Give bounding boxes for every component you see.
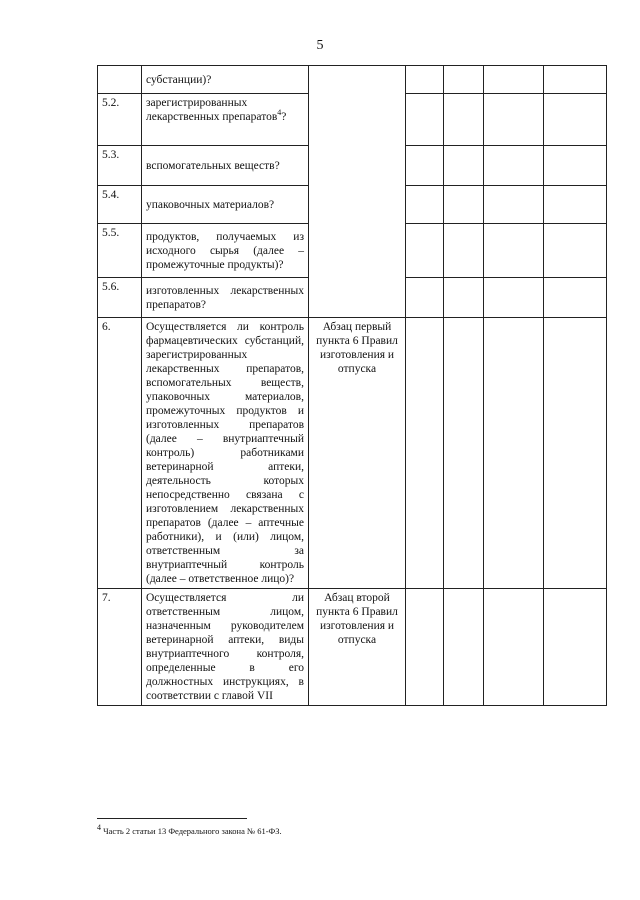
footnote	[97, 823, 282, 836]
row-number: 7.	[98, 589, 142, 706]
answer-cell-note	[544, 146, 607, 186]
footnote-divider	[97, 818, 247, 819]
row-question: зарегистрированных лекарственных препаратов$^4$?	[142, 94, 309, 146]
row-number	[98, 66, 142, 94]
answer-cell-yes	[406, 94, 444, 146]
checklist-table	[97, 65, 607, 706]
answer-cell-no	[444, 94, 484, 146]
answer-cell-na	[484, 146, 544, 186]
answer-cell-yes	[406, 146, 444, 186]
answer-cell-yes	[406, 278, 444, 318]
answer-cell-no	[444, 278, 484, 318]
answer-cell-yes	[406, 318, 444, 589]
row-question: вспомогательных веществ?	[142, 146, 309, 186]
answer-cell-no	[444, 224, 484, 278]
answer-cell-na	[484, 186, 544, 224]
row-reference: Абзац первый пункта 6 Правил изготовления и отпуска	[309, 318, 406, 589]
table-row	[98, 589, 607, 706]
row-question: Осуществляется ли ответственным лицом, назначенным руководителем ветеринарной аптеки, виды внутриаптечного контроля, определенные в его должностных инструкциях, в соответствии с главой VII	[142, 589, 309, 706]
row-number: 5.3.	[98, 146, 142, 186]
answer-cell-yes	[406, 224, 444, 278]
row-number: 5.5.	[98, 224, 142, 278]
answer-cell-no	[444, 146, 484, 186]
answer-cell-yes	[406, 66, 444, 94]
row-number: 5.4.	[98, 186, 142, 224]
answer-cell-no	[444, 66, 484, 94]
row-reference: Абзац второй пункта 6 Правил изготовления и отпуска	[309, 589, 406, 706]
answer-cell-yes	[406, 589, 444, 706]
footnote-mark: 4	[97, 823, 101, 833]
answer-cell-note	[544, 278, 607, 318]
answer-cell-note	[544, 224, 607, 278]
row-number: 5.6.	[98, 278, 142, 318]
answer-cell-note	[544, 318, 607, 589]
answer-cell-note	[544, 66, 607, 94]
answer-cell-note	[544, 589, 607, 706]
row-question: Осуществляется ли контроль фармацевтических субстанций, зарегистрированных лекарственных препаратов, вспомогательных веществ, упаковочных материалов, промежуточных продуктов и изготовленных препаратов (далее – внутриаптечный контроль) работниками ветеринарной аптеки, деятельность которых непосредственно связана с изготовлением лекарственных препаратов (далее – аптечные работники), и (или) лицом, ответственным за внутриаптечный контроль (далее – ответственное лицо)?	[142, 318, 309, 589]
answer-cell-no	[444, 186, 484, 224]
answer-cell-na	[484, 589, 544, 706]
row-question: изготовленных лекарственных препаратов?	[142, 278, 309, 318]
table-row	[98, 318, 607, 589]
row-reference-cell	[309, 66, 406, 318]
row-number: 5.2.	[98, 94, 142, 146]
row-number: 6.	[98, 318, 142, 589]
answer-cell-note	[544, 186, 607, 224]
table-row	[98, 66, 607, 94]
page-number: 5	[316, 38, 324, 53]
row-question: упаковочных материалов?	[142, 186, 309, 224]
footnote-marker: 4	[277, 108, 282, 118]
answer-cell-na	[484, 66, 544, 94]
answer-cell-no	[444, 318, 484, 589]
answer-cell-na	[484, 318, 544, 589]
row-question: субстанции)?	[142, 66, 309, 94]
answer-cell-na	[484, 278, 544, 318]
answer-cell-note	[544, 94, 607, 146]
answer-cell-yes	[406, 186, 444, 224]
row-question: продуктов, получаемых из исходного сырья (далее – промежуточные продукты)?	[142, 224, 309, 278]
footnote-text: Часть 2 статьи 13 Федерального закона № 61-ФЗ.	[103, 826, 282, 836]
answer-cell-no	[444, 589, 484, 706]
answer-cell-na	[484, 224, 544, 278]
answer-cell-na	[484, 94, 544, 146]
